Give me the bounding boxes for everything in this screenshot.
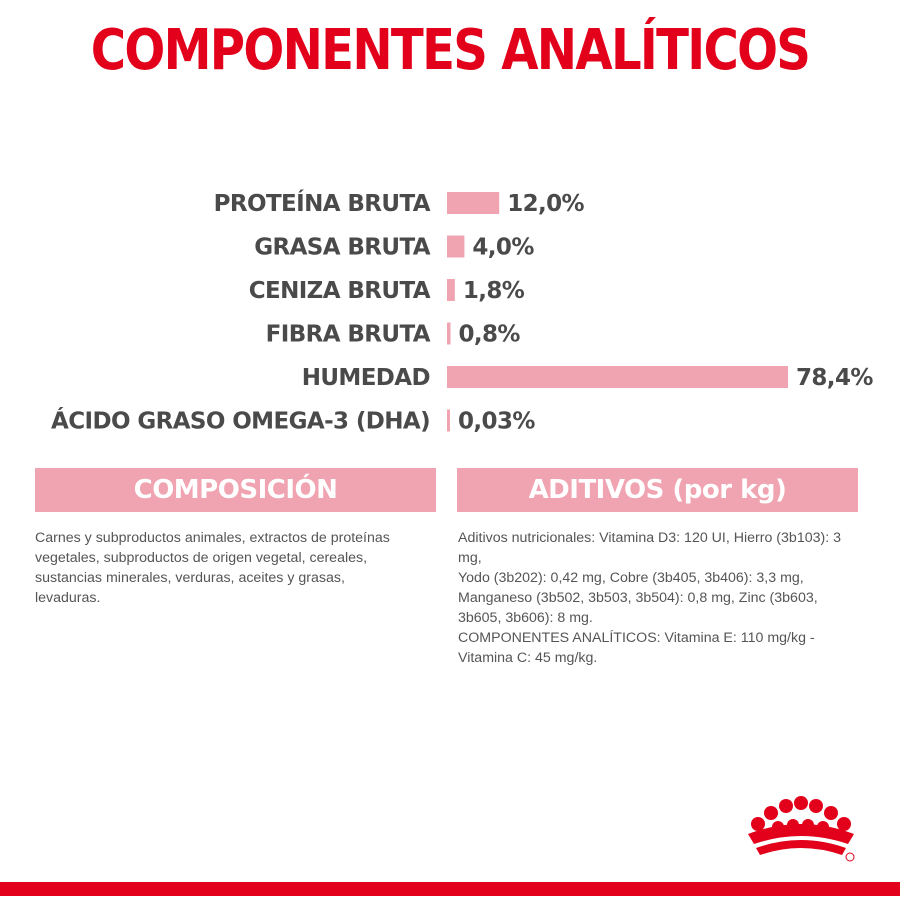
category-label: GRASA BRUTA <box>254 234 430 261</box>
additives-line: 3b605, 3b606): 8 mg. <box>458 610 593 626</box>
additives-line: COMPONENTES ANALÍTICOS: Vitamina E: 110 mg/kg - <box>458 630 815 646</box>
bar <box>447 366 788 388</box>
composition-title: COMPOSICIÓN <box>133 475 338 505</box>
bar <box>447 192 499 214</box>
bottom-brand-bar <box>0 882 900 896</box>
composition-line: vegetales, subproductos de origen vegetal, cereales, <box>35 550 368 566</box>
value-label: 0,8% <box>458 321 520 348</box>
category-label: FIBRA BRUTA <box>265 321 430 348</box>
composition-header <box>35 468 436 512</box>
bar <box>447 236 464 258</box>
bar <box>447 323 450 345</box>
category-label: ÁCIDO GRASO OMEGA-3 (DHA) <box>51 408 430 435</box>
composition-line: levaduras. <box>35 590 101 606</box>
nutrient-bar-chart <box>0 180 900 450</box>
additives-line: Aditivos nutricionales: Vitamina D3: 120 UI, Hierro (3b103): 3 mg, <box>458 530 841 566</box>
category-label: CENIZA BRUTA <box>248 278 430 304</box>
additives-line: Yodo (3b202): 0,42 mg, Cobre (3b405, 3b406): 3,3 mg, <box>458 570 804 586</box>
value-label: 0,03% <box>458 408 535 435</box>
category-label: HUMEDAD <box>301 365 430 391</box>
additives-line: Vitamina C: 45 mg/kg. <box>458 650 598 666</box>
value-label: 78,4% <box>796 365 873 391</box>
additives-text <box>458 528 868 668</box>
bar <box>447 410 450 432</box>
additives-header <box>457 468 858 512</box>
crown-icon <box>738 794 858 864</box>
value-label: 12,0% <box>507 191 584 217</box>
additives-line: Manganeso (3b502, 3b503, 3b504): 0,8 mg, Zinc (3b603, <box>458 590 818 606</box>
value-label: 4,0% <box>472 234 534 261</box>
composition-text <box>35 528 430 608</box>
value-label: 1,8% <box>462 278 525 304</box>
category-label: PROTEÍNA BRUTA <box>213 191 430 217</box>
page-title: COMPONENTES ANALÍTICOS <box>90 18 810 83</box>
bar <box>447 279 455 301</box>
composition-line: Carnes y subproductos animales, extractos de proteínas <box>35 530 390 546</box>
additives-title: ADITIVOS (por kg) <box>528 475 787 505</box>
composition-line: sustancias minerales, verduras, aceites y grasas, <box>35 570 345 586</box>
